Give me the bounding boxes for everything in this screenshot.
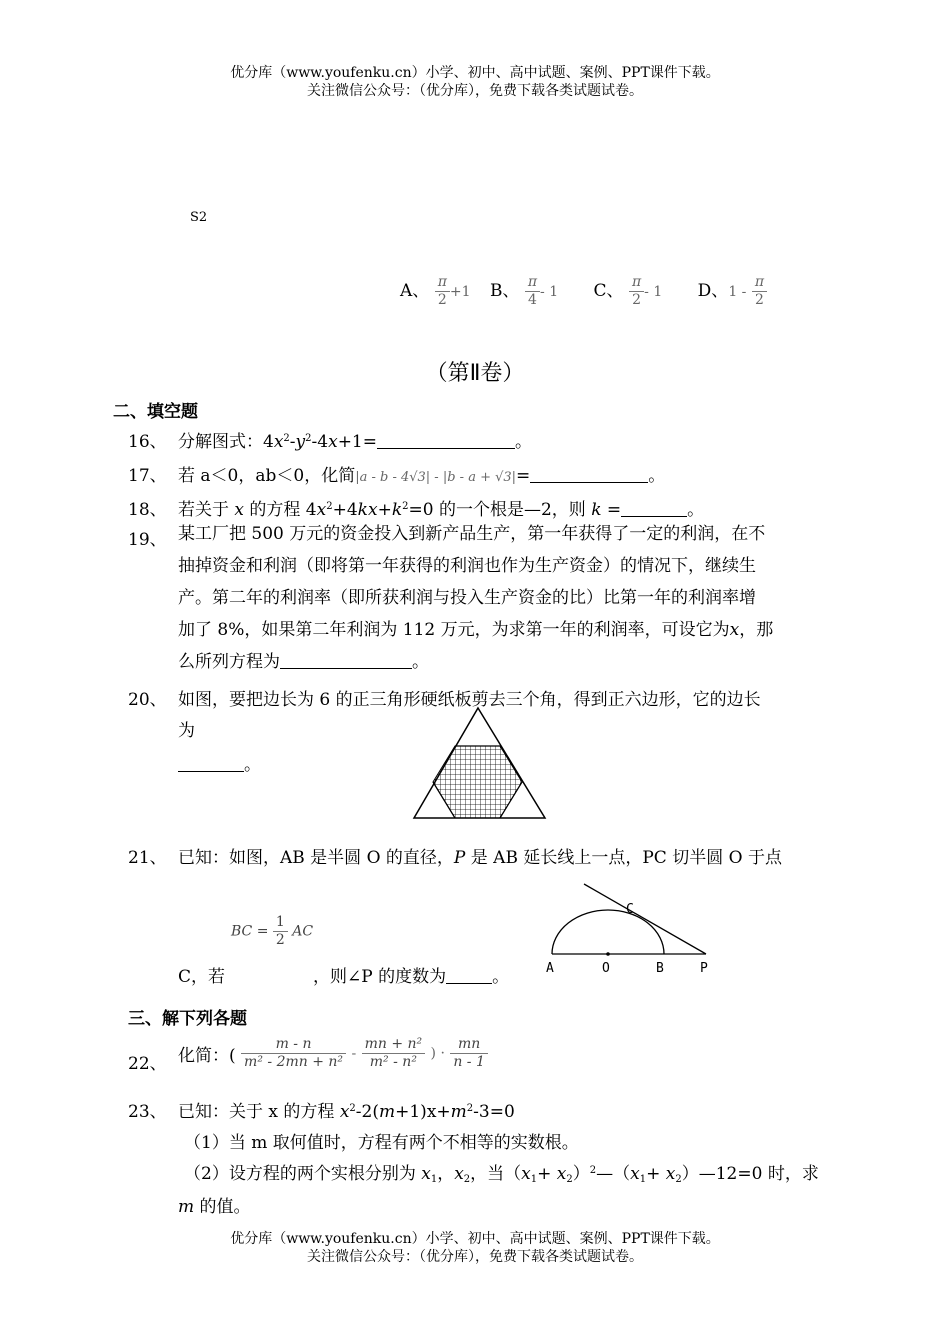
footer-line-1: 优分库（www.youfenku.cn）小学、初中、高中试题、案例、PPT课件下载。 [230, 1231, 720, 1247]
option-d-fraction: $\frac{\pi}{2}$ [752, 274, 767, 309]
q18-blank[interactable] [621, 500, 687, 517]
q16-blank[interactable] [377, 432, 515, 449]
option-a-fraction: $\frac{\pi}{2}$ [435, 274, 450, 309]
option-a-label: A、 [400, 281, 430, 301]
q22-expression: 化简：( $\frac{m - n}{\text{m² - 2mn + n²}}$ - $\frac{\text{mn + n²}}{\text{m² - n²}}$ ) · $\frac{mn}{n - 1}$ [178, 1036, 488, 1071]
section2-title: 二、填空题 [113, 402, 198, 422]
label-o: O [602, 961, 610, 976]
section3-title: 三、解下列各题 [128, 1009, 247, 1029]
q17-expression: |a - b - 4√3| - |b - a + √3| [355, 470, 517, 485]
footer-line-2: 关注微信公众号：（优分库），免费下载各类试题试卷。 [307, 1249, 643, 1265]
q17-number: 17、 [128, 466, 167, 486]
option-d-head: 1 - [728, 284, 747, 300]
q17-text: 若 a＜0，ab＜0，化简|a - b - 4√3| - |b - a + √3|= 。 [178, 466, 666, 486]
q15-options [400, 274, 767, 309]
q21-number: 21、 [128, 848, 167, 868]
q20-line3: 。 [178, 750, 261, 775]
q20-blank[interactable] [178, 755, 244, 772]
q18-text: 若关于 x 的方程 $4x^2+4kx+k^2=0$ 的一个根是—2，则 k = 。 [178, 500, 705, 520]
q23-sub2-end: m 的值。 [178, 1197, 251, 1217]
option-c-tail: - 1 [644, 284, 663, 300]
q18-number: 18、 [128, 500, 167, 520]
semicircle-tangent-figure [540, 880, 715, 980]
option-c-fraction: $\frac{\pi}{2}$ [629, 274, 644, 309]
part2-title: （第Ⅱ卷） [425, 361, 525, 386]
option-d-label: D、 [697, 281, 729, 301]
q19-blank[interactable] [280, 652, 412, 669]
option-b-fraction: $\frac{\pi}{4}$ [525, 274, 540, 309]
label-a: A [546, 961, 554, 976]
label-c: C [626, 902, 634, 917]
q21-blank[interactable] [446, 967, 492, 984]
label-p: P [700, 961, 708, 976]
hexagon-triangle-figure [410, 704, 550, 824]
q20-line2: 为 [178, 721, 195, 741]
q20-line1: 如图，要把边长为 6 的正三角形硬纸板剪去三个角，得到正六边形，它的边长 [178, 690, 761, 710]
q21-line1: 已知：如图，AB 是半圆 O 的直径，P 是 AB 延长线上一点，PC 切半圆 O 于点 [178, 848, 782, 868]
q21-line2: C，若 ，则∠P 的度数为 。 [178, 967, 510, 987]
q22-number: 22、 [128, 1054, 167, 1074]
header-line-1: 优分库（www.youfenku.cn）小学、初中、高中试题、案例、PPT课件下载。 [230, 65, 720, 81]
q21-condition: BC = $\frac{1}{2}$ AC [231, 914, 314, 948]
s2-label: S2 [190, 210, 208, 225]
hexagon [433, 746, 522, 818]
header-line-2: 关注微信公众号：（优分库），免费下载各类试题试卷。 [307, 83, 643, 99]
q19-text: 某工厂把 500 万元的资金投入到新产品生产，第一年获得了一定的利润，在不 抽掉资金和利润（即将第一年获得的利润也作为生产资金）的情况下，继续生 产。第二年的利润率（即所获利润与投入生产资金的比）比第一年的利润率增 加了 8%，如果第二年利润为 112 万元，为求第一年的利润率，可设它为x，那 么所列方程为 。 [178, 524, 774, 672]
q23-sub2: （2）设方程的两个实根分别为 $x_1$，$x_2$，当（$x_1+$ $x_2)^2—(x_1+$ $x_2)—12=0$ 时，求 [184, 1164, 819, 1185]
label-b: B [656, 961, 664, 976]
q23-line1: 已知：关于 x 的方程 $x^2-2(m+1)x+m^2-3=0$ [178, 1102, 515, 1122]
q19-number: 19、 [128, 530, 167, 550]
option-a-tail: +1 [449, 284, 471, 300]
q23-sub1: （1）当 m 取何值时，方程有两个不相等的实数根。 [184, 1133, 579, 1153]
option-b-label: B、 [489, 281, 520, 301]
option-c-label: C、 [593, 281, 624, 301]
option-b-tail: - 1 [540, 284, 559, 300]
q16-text: 分解图式：$4x^2-y^2-4x+1=$ 。 [178, 432, 532, 452]
q16-number: 16、 [128, 432, 167, 452]
q20-number: 20、 [128, 690, 167, 710]
q17-blank[interactable] [530, 466, 648, 483]
q23-number: 23、 [128, 1102, 167, 1122]
